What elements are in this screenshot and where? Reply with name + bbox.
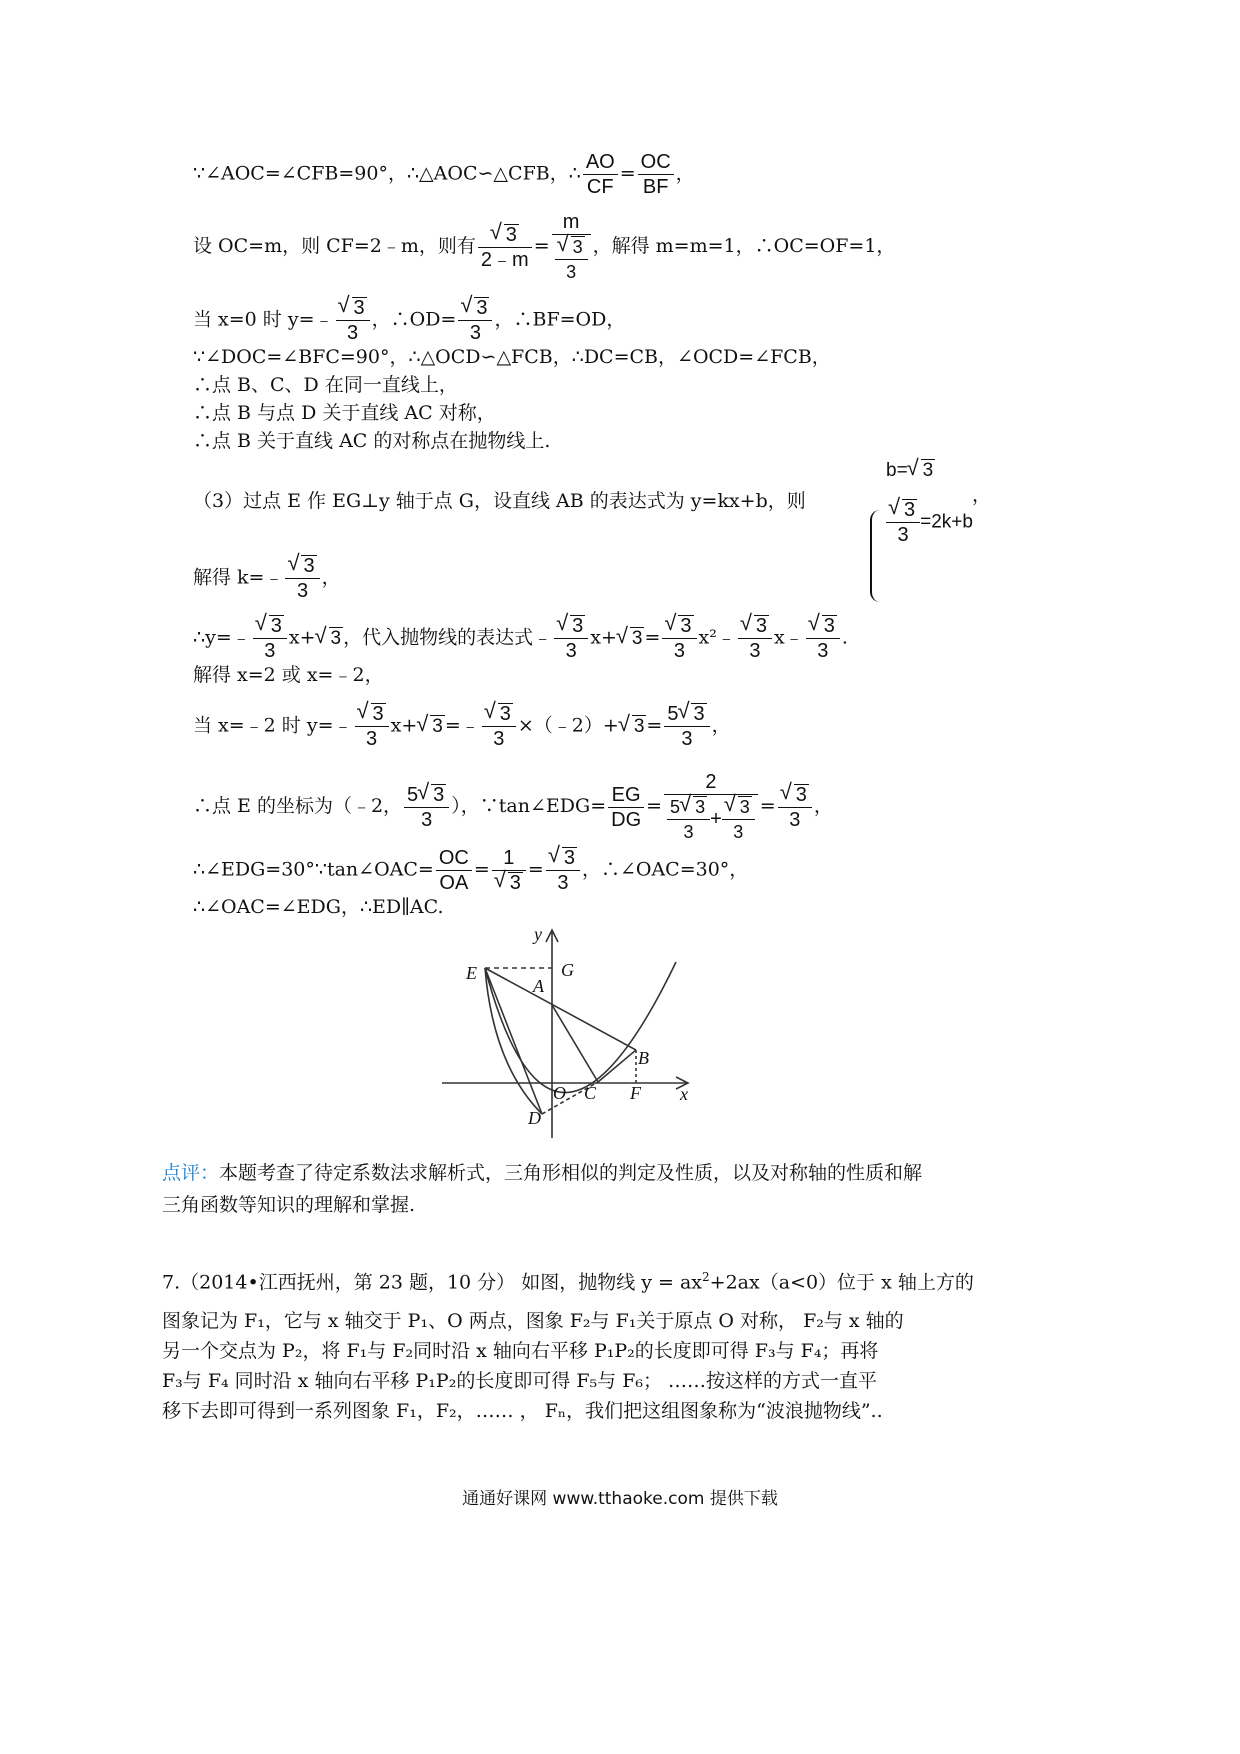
fraction: $\frac{AO}{CF}$ — [583, 150, 618, 199]
solution-line-5: ∴点 B、C、D 在同一直线上， — [193, 374, 458, 396]
problem-7-line-1: 7.（2014•江西抚州，第 23 题，10 分） 如图，抛物线 $y = ax^2+2ax(a<0)$位于 x 轴上方的 — [162, 1270, 974, 1294]
problem-7-line-5: 移下去即可得到一系列图象 F₁，F₂，…… ， Fₙ，我们把这组图象称为“波浪抛物线”.. — [162, 1400, 883, 1422]
solution-line-3: 当 x=0 时 y=﹣ √ $\frac{3}{3}$ ，∴OD= √ $\frac{3}{3}$ ，∴BF=OD， — [193, 296, 625, 345]
label-G: G — [561, 960, 574, 980]
label-D: D — [528, 1108, 541, 1128]
fraction: m √ $\frac{3}{3}$ — [552, 210, 591, 284]
solution-line-15: ∴∠OAC=∠EDG，∴ED∥AC. — [193, 896, 444, 918]
label-B: B — [638, 1048, 649, 1068]
parabola — [485, 962, 676, 1093]
label-E: E — [466, 963, 477, 983]
label-x: x — [680, 1084, 688, 1104]
solution-line-14: ∴∠EDG=30°∵tan∠OAC= $\frac{OC}{OA}$ = 1 √ 3 = √ $\frac{3}{3}$ ，∴∠OAC=30°， — [193, 846, 748, 895]
solution-line-1: ∵∠AOC=∠CFB=90°，∴△AOC∽△CFB，∴ $\frac{AO}{CF}$ = $\frac{OC}{BF}$ ， — [193, 151, 695, 198]
solution-line-12: 当 x=﹣2 时 y=﹣ √ $\frac{3}{3}$ x+√ 3 =﹣ √ $\frac{3}{3}$ ×（﹣2）+√ 3 = $\frac{5√ 3}{3}$ ， — [193, 702, 731, 751]
fraction: √ $\frac{3}{3}$ — [336, 296, 370, 345]
line-AC — [552, 1005, 598, 1082]
y-axis-arrow — [546, 930, 558, 942]
label-F: F — [630, 1083, 641, 1103]
comment-label: 点评： — [162, 1162, 220, 1184]
line-CB — [598, 1050, 636, 1082]
equation-system-row-2: √ $\frac{3}{3}$ =2k+b — [886, 498, 973, 547]
problem-7-line-2: 图象记为 F₁，它与 x 轴交于 P₁、O 两点，图象 F₂与 F₁关于原点 O 对称， F₂与 x 轴的 — [162, 1310, 904, 1332]
problem-7-line-4: F₃与 F₄ 同时沿 x 轴向右平移 P₁P₂的长度即可得 F₅与 F₆； ……按这样的方式一直平 — [162, 1370, 878, 1392]
fraction: √ $\frac{3}{3}$ — [285, 554, 319, 603]
solution-line-2: 设 OC=m，则 CF=2﹣m，则有 √ $\frac{3}{2﹣m}$ = m √ $\frac{3}{3}$ ，解得 m=m=1，∴OC=OF=1， — [193, 210, 895, 284]
system-comma: ， — [972, 484, 992, 506]
equation-brace — [870, 510, 882, 602]
solution-line-6: ∴点 B 与点 D 关于直线 AC 对称， — [193, 402, 496, 424]
solution-line-4: ∵∠DOC=∠BFC=90°，∴△OCD∽△FCB，∴DC=CB，∠OCD=∠FCB， — [193, 346, 831, 368]
problem-7-line-3: 另一个交点为 P₂，将 F₁与 F₂同时沿 x 轴向右平移 P₁P₂的长度即可得 F₃与 F₄；再将 — [162, 1340, 879, 1362]
solution-line-8: （3）过点 E 作 EG⊥y 轴于点 G，设直线 AB 的表达式为 y=kx+b，则 — [193, 490, 806, 512]
label-A: A — [533, 976, 544, 996]
label-C: C — [584, 1083, 597, 1103]
solution-line-7: ∴点 B 关于直线 AC 的对称点在抛物线上. — [193, 430, 551, 452]
comment-line-2: 三角函数等知识的理解和掌握. — [162, 1194, 416, 1216]
comment-line-1: 点评：本题考查了待定系数法求解析式，三角形相似的判定及性质，以及对称轴的性质和解 — [162, 1162, 923, 1184]
fraction: √ $\frac{3}{2﹣m}$ — [478, 223, 532, 272]
equation-system-row-1: b=√ 3 — [886, 458, 935, 484]
label-y: y — [534, 924, 542, 944]
page-footer: 通通好课网 www.tthaoke.com 提供下载 — [462, 1489, 778, 1509]
fraction: $\frac{OC}{BF}$ — [638, 150, 674, 199]
fraction: √ $\frac{3}{3}$ — [458, 296, 492, 345]
solution-line-10: ∴y=﹣ √ $\frac{3}{3}$ x+√ 3 ，代入抛物线的表达式﹣ √ $\frac{3}{3}$ x+√ 3 = √ $\frac{3}{3}$ x²﹣ √ $\frac{3}{3}$ x﹣ √ $\frac{3}{3}$ . — [193, 614, 848, 663]
solution-line-9: 解得 k=﹣ √ $\frac{3}{3}$ ， — [193, 554, 341, 603]
label-O: O — [553, 1083, 566, 1103]
solution-line-13: ∴点 E 的坐标为（﹣2， $\frac{5√ 3}{3}$ ），∵tan∠EDG= $\frac{EG}{DG}$ = 2 $\frac{5√ 3}{3}$ + √ $\frac{3}{3}$ = √ $\frac{3}{3}$ ， — [193, 770, 833, 844]
solution-line-11: 解得 x=2 或 x=﹣2， — [193, 664, 384, 686]
complex-fraction: 2 $\frac{5√ 3}{3}$ + √ $\frac{3}{3}$ — [664, 770, 758, 844]
text: ∵∠AOC=∠CFB=90°，∴△AOC∽△CFB，∴ — [193, 162, 581, 185]
